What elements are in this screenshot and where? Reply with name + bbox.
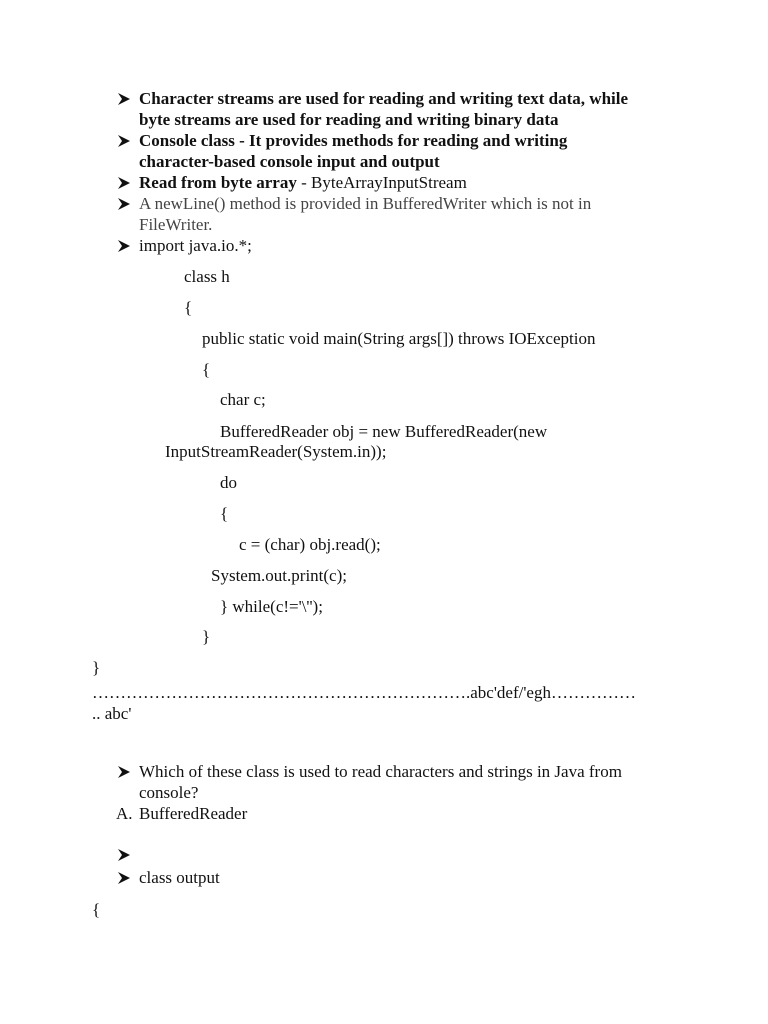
question-line1: Which of these class is used to read characters and strings in Java from — [139, 762, 622, 781]
bullet-arrow-icon — [117, 134, 131, 148]
code-open-brace-1: { — [184, 298, 193, 317]
bullet-byte-array — [139, 172, 467, 193]
bullet-arrow-icon — [117, 765, 131, 779]
code-main-decl: public static void main(String args[]) throws IOException — [202, 329, 596, 348]
code-print-stmt: System.out.print(c); — [211, 566, 347, 585]
bullet-arrow-icon — [117, 176, 131, 190]
byte-array-term: Read from byte array — [139, 173, 297, 192]
bullet-arrow-icon — [117, 871, 131, 885]
code-char-decl: char c; — [220, 390, 266, 409]
bullet-arrow-icon — [117, 197, 131, 211]
bullet-newline-line1: A newLine() method is provided in BufferedWriter which is not in — [139, 194, 592, 213]
code-do-keyword: do — [220, 473, 237, 492]
bullet-newline-line2: FileWriter. — [139, 215, 213, 234]
bullet-console-class — [139, 130, 567, 151]
bullet-streams-line2: byte streams are used for reading and writing binary data — [139, 110, 559, 129]
code-close-brace-2: } — [202, 627, 211, 646]
question-line2: console? — [139, 783, 199, 802]
bullet-streams-line1: Character streams are used for reading and writing text data, while — [139, 89, 629, 108]
console-class-term: Console class — [139, 131, 235, 150]
bullet-class-output: class output — [139, 868, 220, 887]
code-reader-line2: InputStreamReader(System.in)); — [165, 442, 387, 461]
code-open-brace-3: { — [220, 504, 229, 523]
output-line2: .. abc' — [92, 704, 132, 723]
bullet-arrow-icon — [117, 848, 131, 862]
code-close-brace-1: } — [92, 658, 101, 677]
output-line1: ………………………………………………………….abc'def/'egh…………… — [92, 683, 636, 702]
code-while-stmt: } while(c!='\''); — [220, 597, 323, 616]
code-read-stmt: c = (char) obj.read(); — [239, 535, 381, 554]
bullet-import: import java.io.*; — [139, 236, 252, 255]
answer-label: A. — [116, 804, 133, 823]
bullet-arrow-icon — [117, 239, 131, 253]
answer-text: BufferedReader — [139, 804, 248, 823]
code-open-brace-2: { — [202, 360, 211, 379]
code-class-decl: class h — [184, 267, 230, 286]
byte-array-desc: - ByteArrayInputStream — [296, 173, 467, 192]
code-reader-line1: BufferedReader obj = new BufferedReader(new — [220, 422, 548, 441]
console-class-desc: - It provides methods for reading and writing — [234, 131, 568, 150]
bullet-arrow-icon — [117, 92, 131, 106]
final-open-brace: { — [92, 900, 101, 919]
bullet-console-line2: character-based console input and output — [139, 152, 440, 171]
